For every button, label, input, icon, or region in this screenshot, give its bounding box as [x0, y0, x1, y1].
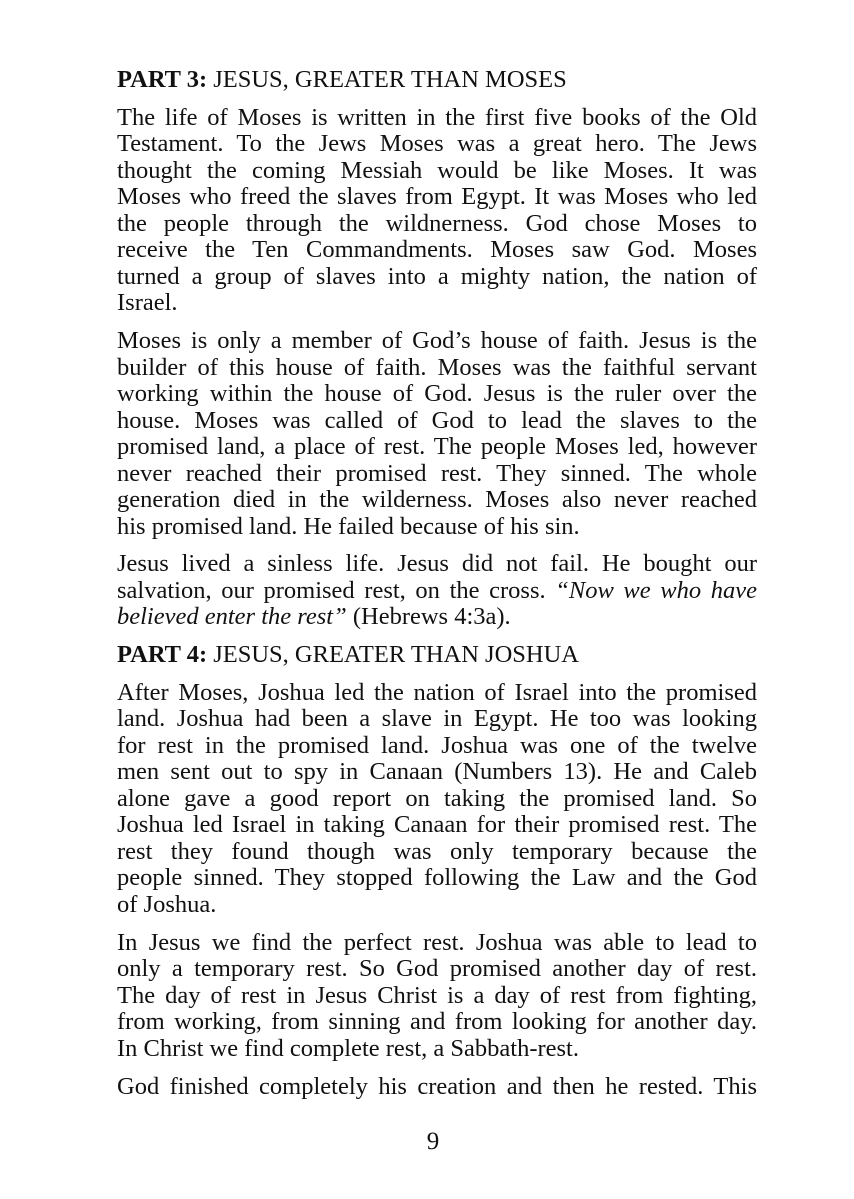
quotation-text: “Now we who have: [555, 576, 757, 604]
text-line: [117, 604, 757, 631]
paragraph: [117, 105, 757, 317]
text-line: men sent out to spy in Canaan (Numbers 13). He and Caleb: [117, 758, 757, 786]
text-line: In Christ we find complete rest, a Sabbath-rest.: [117, 1034, 579, 1062]
text-line: for rest in the promised land. Joshua was one of the twelve: [117, 731, 757, 759]
text-line: promised land, a place of rest. The people Moses led, however: [117, 433, 757, 461]
text-line: the people through the wildnerness. God chose Moses to: [117, 209, 757, 237]
heading-part-label: PART 3:: [117, 66, 208, 93]
text-line: After Moses, Joshua led the nation of Israel into the promised: [117, 678, 757, 706]
text-line: working within the house of God. Jesus is the ruler over the: [117, 380, 757, 408]
text-line: generation died in the wilderness. Moses also never reached: [117, 486, 757, 514]
text-line: [117, 578, 757, 605]
text-line: thought the coming Messiah would be like Moses. It was: [117, 156, 757, 184]
text-line: In Jesus we find the perfect rest. Joshua was able to lead to: [117, 928, 757, 956]
heading-line: [117, 67, 757, 94]
text-line: The day of rest in Jesus Christ is a day of rest from fighting,: [117, 981, 757, 1009]
page-number: 9: [426, 1128, 440, 1155]
text-line: Jesus lived a sinless life. Jesus did not fail. He bought our: [117, 550, 757, 578]
text-line: builder of this house of faith. Moses was the faithful servant: [117, 353, 757, 381]
text-line: Joshua led Israel in taking Canaan for their promised rest. The: [117, 811, 757, 839]
page-body: [117, 67, 757, 1111]
text-line: The life of Moses is written in the first five books of the Old: [117, 103, 757, 131]
text-line: God finished completely his creation and then he rested. This: [117, 1072, 757, 1100]
paragraph: [117, 1074, 757, 1101]
heading-title: JESUS, GREATER THAN JOSHUA: [207, 641, 579, 669]
text-line: Israel.: [117, 289, 178, 317]
section-heading: [117, 67, 757, 94]
text-line: Moses who freed the slaves from Egypt. It was Moses who led: [117, 183, 757, 211]
text-line: Testament. To the Jews Moses was a great hero. The Jews: [117, 130, 757, 158]
paragraph: [117, 328, 757, 540]
heading-title: JESUS, GREATER THAN MOSES: [207, 66, 567, 93]
text-line: of Joshua.: [117, 890, 217, 918]
text-line: receive the Ten Commandments. Moses saw God. Moses: [117, 236, 757, 264]
text-line: turned a group of slaves into a mighty nation, the nation of: [117, 262, 757, 290]
text-segment: (Hebrews 4:3a).: [346, 603, 511, 631]
paragraph: [117, 680, 757, 919]
text-line: alone gave a good report on taking the promised land. So: [117, 784, 757, 812]
paragraph: [117, 551, 757, 631]
section-heading: [117, 642, 757, 669]
text-line: never reached their promised rest. They sinned. The whole: [117, 459, 757, 487]
heading-part-label: PART 4:: [117, 641, 208, 669]
text-line: his promised land. He failed because of his sin.: [117, 512, 580, 540]
text-line: rest they found though was only temporary because the: [117, 837, 757, 865]
text-line: only a temporary rest. So God promised another day of rest.: [117, 955, 757, 983]
text-line: Moses is only a member of God’s house of faith. Jesus is the: [117, 327, 757, 355]
text-line: house. Moses was called of God to lead the slaves to the: [117, 406, 757, 434]
text-line: from working, from sinning and from looking for another day.: [117, 1008, 757, 1036]
text-segment: salvation, our promised rest, on the cross.: [117, 576, 556, 604]
text-line: people sinned. They stopped following the Law and the God: [117, 864, 757, 892]
heading-line: [117, 642, 757, 669]
quotation-text: believed enter the rest”: [117, 603, 347, 631]
paragraph: [117, 930, 757, 1063]
text-line: land. Joshua had been a slave in Egypt. He too was looking: [117, 705, 757, 733]
